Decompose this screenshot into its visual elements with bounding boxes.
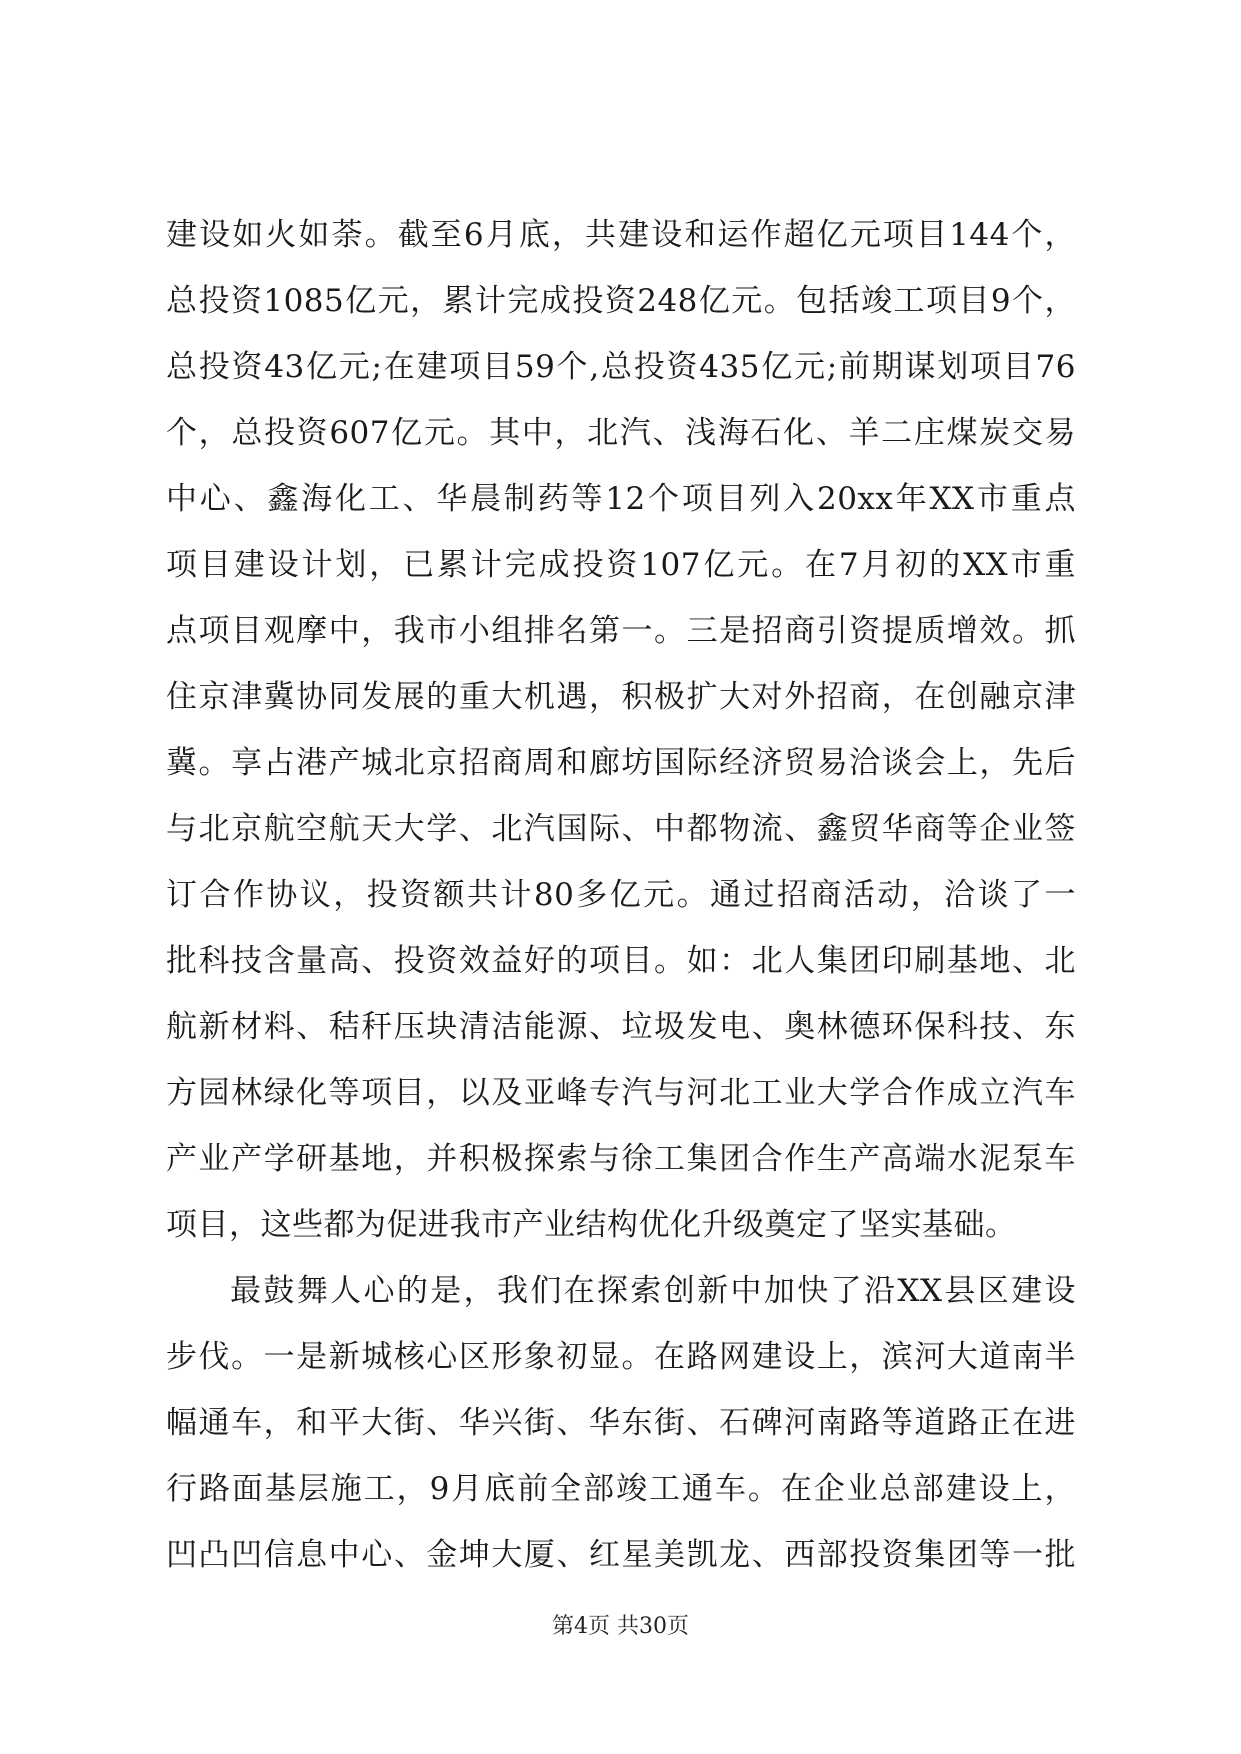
text-line: 批科技含量高、投资效益好的项目。如：北人集团印刷基地、北 [166,943,1076,979]
text-line: 幅通车，和平大街、华兴街、华东街、石碑河南路等道路正在进 [166,1405,1076,1441]
text-line: 步伐。一是新城核心区形象初显。在路网建设上，滨河大道南半 [166,1339,1076,1375]
text-line: 个，总投资607亿元。其中，北汽、浅海石化、羊二庄煤炭交易 [166,415,1076,451]
text-line: 方园林绿化等项目，以及亚峰专汽与河北工业大学合作成立汽车 [166,1075,1076,1111]
text-line: 总投资43亿元;在建项目59个,总投资435亿元;前期谋划项目76 [166,349,1076,385]
text-line: 总投资1085亿元，累计完成投资248亿元。包括竣工项目9个， [166,283,1076,319]
text-line: 产业产学研基地，并积极探索与徐工集团合作生产高端水泥泵车 [166,1141,1076,1177]
text-line: 中心、鑫海化工、华晨制药等12个项目列入20xx年XX市重点 [166,481,1076,517]
text-line: 与北京航空航天大学、北汽国际、中都物流、鑫贸华商等企业签 [166,811,1076,847]
text-line: 航新材料、秸秆压块清洁能源、垃圾发电、奥林德环保科技、东 [166,1009,1076,1045]
text-line: 住京津冀协同发展的重大机遇，积极扩大对外招商，在创融京津 [166,679,1076,715]
body-text [166,202,1076,1588]
text-line: 行路面基层施工，9月底前全部竣工通车。在企业总部建设上， [166,1471,1076,1507]
text-line: 冀。享占港产城北京招商周和廊坊国际经济贸易洽谈会上，先后 [166,745,1076,781]
paragraph-first-line: 最鼓舞人心的是，我们在探索创新中加快了沿XX县区建设 [230,1273,1076,1309]
text-line: 项目，这些都为促进我市产业结构优化升级奠定了坚实基础。 [166,1207,1017,1243]
text-line: 项目建设计划，已累计完成投资107亿元。在7月初的XX市重 [166,547,1076,583]
text-line: 建设如火如荼。截至6月底，共建设和运作超亿元项目144个， [166,217,1076,253]
text-line: 订合作协议，投资额共计80多亿元。通过招商活动，洽谈了一 [166,877,1076,913]
page-number-footer: 第4页 共30页 [552,1614,689,1639]
text-line: 凹凸凹信息中心、金坤大厦、红星美凯龙、西部投资集团等一批 [166,1537,1076,1573]
text-line: 点项目观摩中，我市小组排名第一。三是招商引资提质增效。抓 [166,613,1076,649]
